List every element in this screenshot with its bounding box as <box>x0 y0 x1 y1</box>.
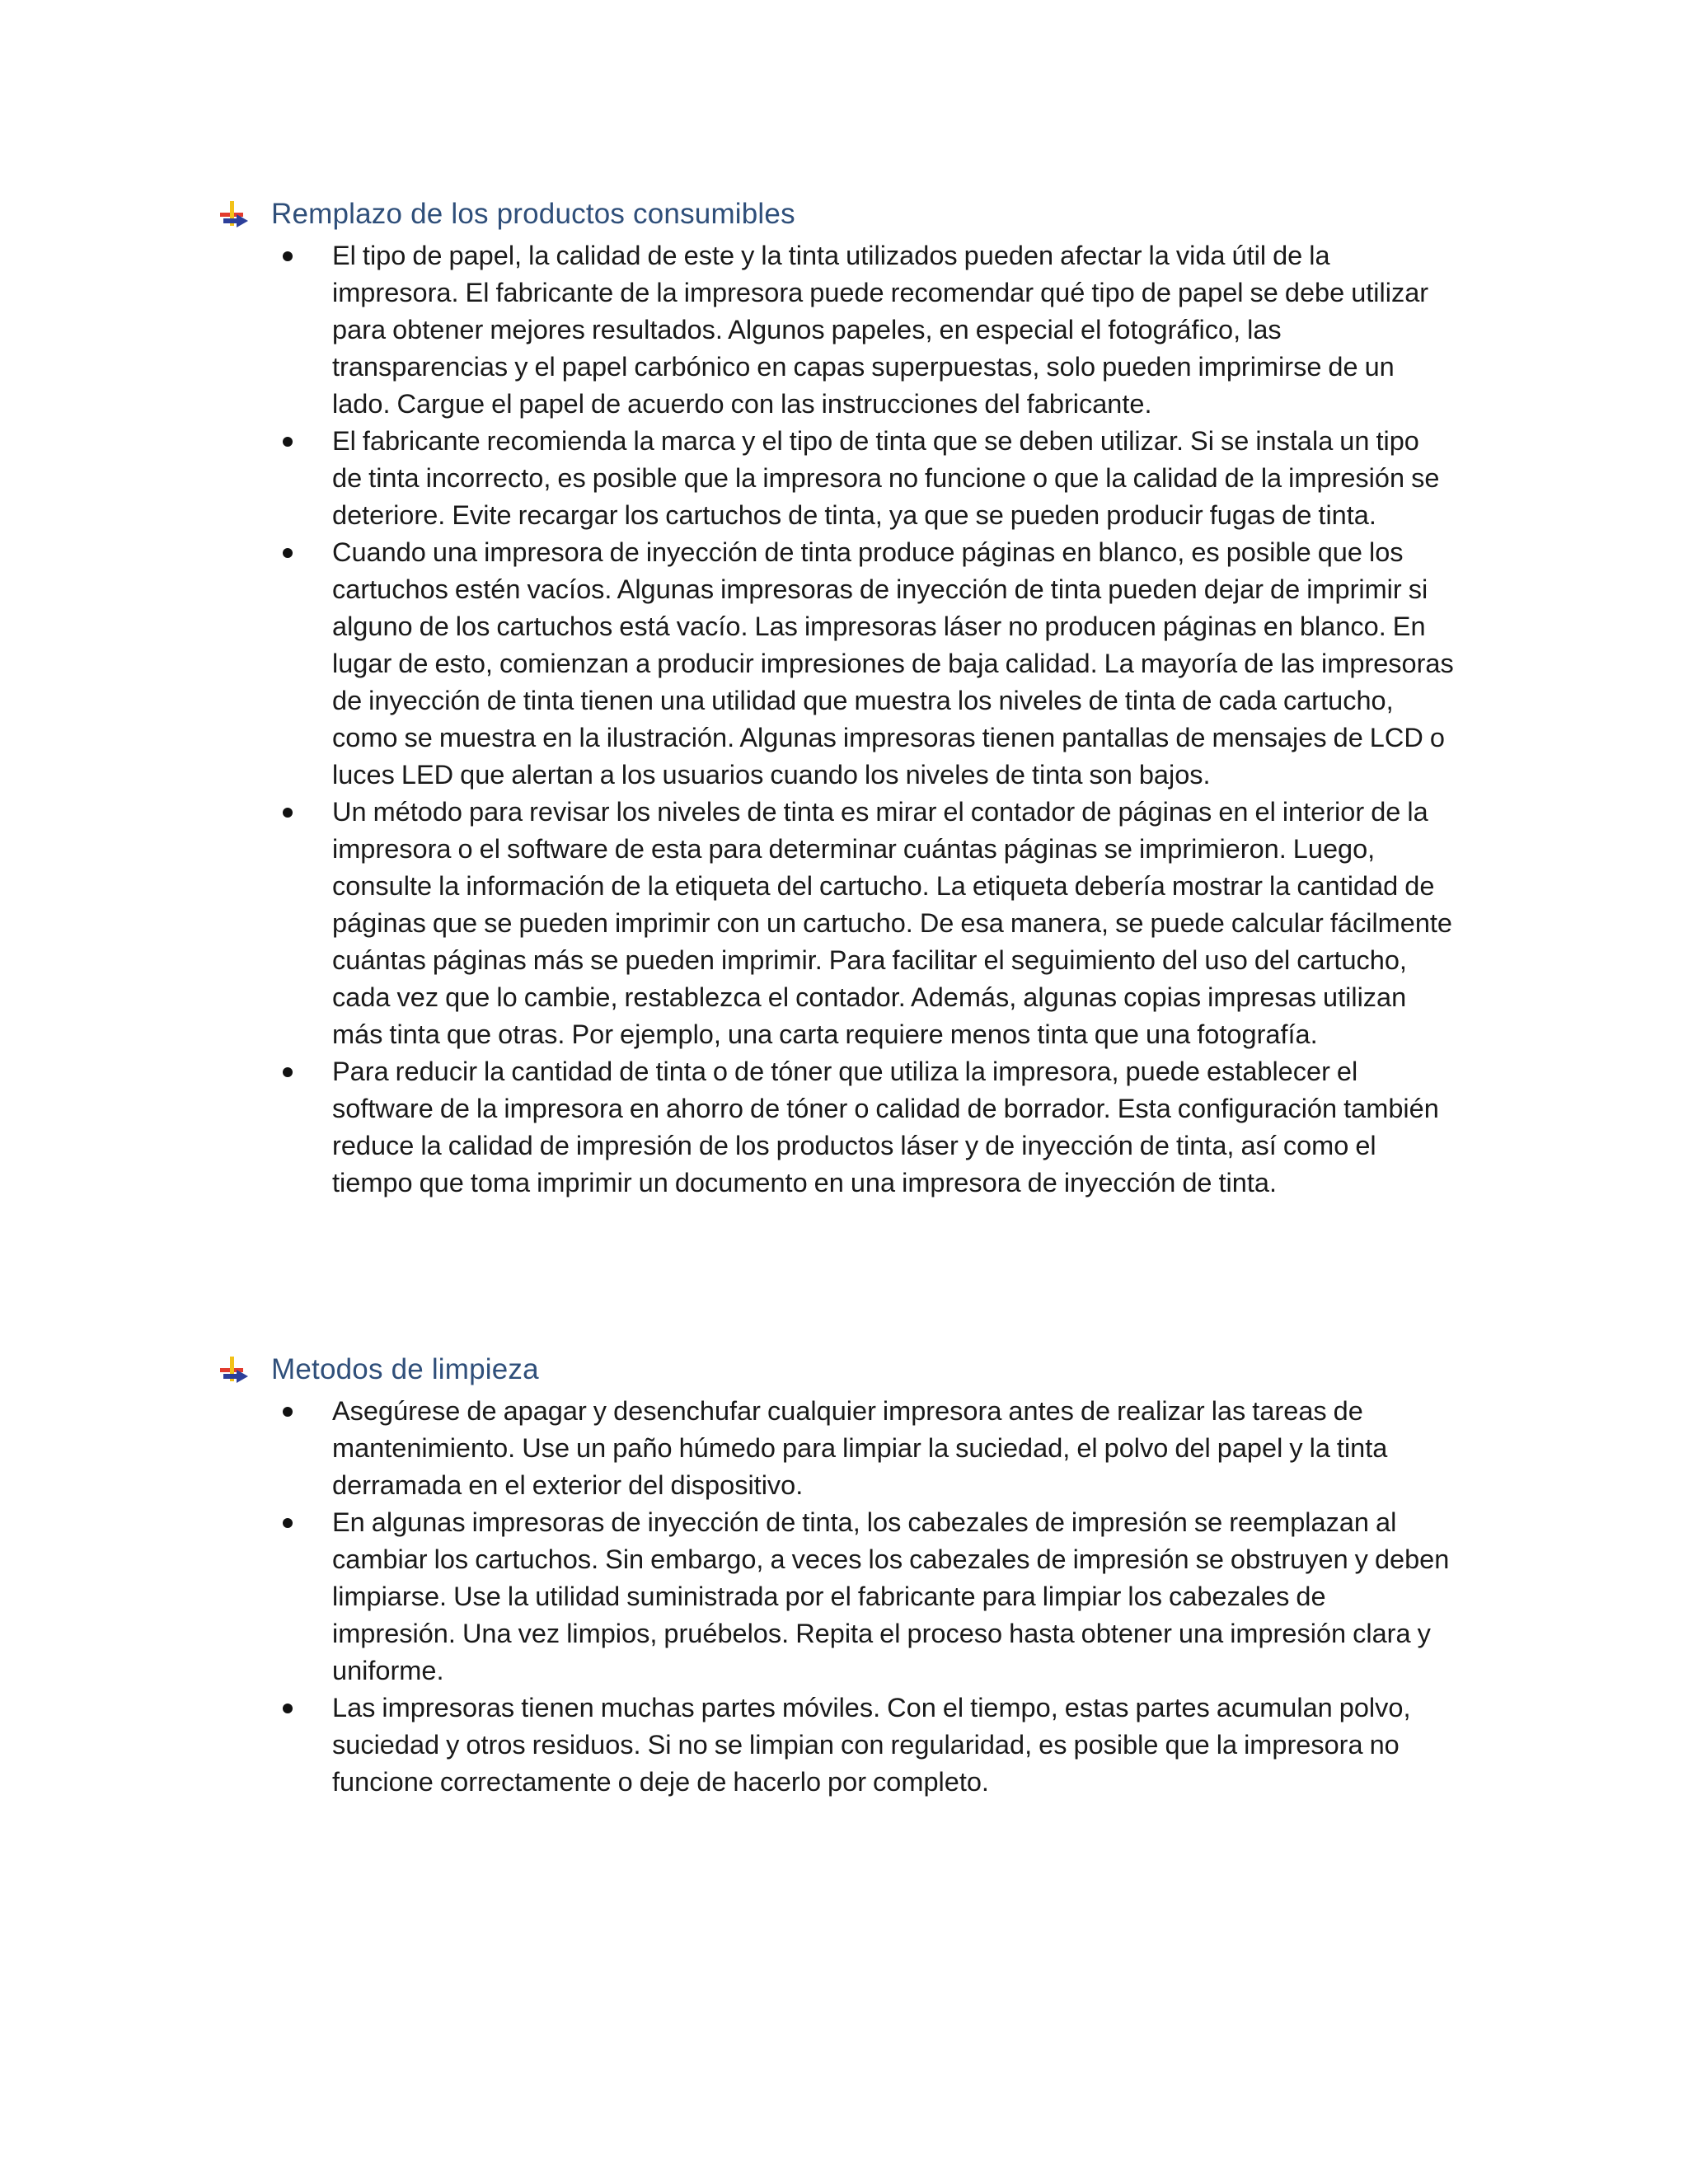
bullet-dot-icon <box>283 548 293 558</box>
list-item <box>218 423 1455 534</box>
bullet-dot-icon <box>283 1407 293 1417</box>
list-item-text: El tipo de papel, la calidad de este y la tinta utilizados pueden afectar la vida útil de la impresora. El fabricante de la impresora puede recomendar qué tipo de papel se debe utilizar para obtener mejores resultados. Algunos papeles, en especial el fotográfico, las transparencias y el papel carbónico en capas superpuestas, solo pueden imprimirse de un lado. Cargue el papel de acuerdo con las instrucciones del fabricante. <box>332 241 1429 419</box>
list-item-text: El fabricante recomienda la marca y el tipo de tinta que se deben utilizar. Si se instala un tipo de tinta incorrecto, es posible que la impresora no funcione o que la calidad de la impresión se deteriore. Evite recargar los cartuchos de tinta, ya que se pueden producir fugas de tinta. <box>332 426 1440 530</box>
list-item <box>218 237 1455 423</box>
list-item <box>218 1053 1455 1202</box>
bullet-list <box>218 1393 1455 1801</box>
list-item-text: Cuando una impresora de inyección de tinta produce páginas en blanco, es posible que los cartuchos estén vacíos. Algunas impresoras de inyección de tinta pueden dejar de imprimir si alguno de los cartuchos está vacío. Las impresoras láser no producen páginas en blanco. En lugar de esto, comienzan a producir impresiones de baja calidad. La mayoría de las impresoras de inyección de tinta tienen una utilidad que muestra los niveles de tinta de cada cartucho, como se muestra en la ilustración. Algunas impresoras tienen pantallas de mensajes de LCD o luces LED que alertan a los usuarios cuando los niveles de tinta son bajos. <box>332 537 1454 790</box>
section-title: Metodos de limpieza <box>271 1353 539 1385</box>
list-item <box>218 1690 1455 1801</box>
bullet-dot-icon <box>283 251 293 261</box>
bullet-dot-icon <box>283 1704 293 1713</box>
list-item-text: Asegúrese de apagar y desenchufar cualquier impresora antes de realizar las tareas de mantenimiento. Use un paño húmedo para limpiar la suciedad, el polvo del papel y la tinta derramada en el exterior del dispositivo. <box>332 1396 1388 1500</box>
section-title: Remplazo de los productos consumibles <box>271 198 795 230</box>
list-item-text: Un método para revisar los niveles de tinta es mirar el contador de páginas en el interior de la impresora o el software de esta para determinar cuántas páginas se imprimieron. Luego, consulte la información de la etiqueta del cartucho. La etiqueta debería mostrar la cantidad de páginas que se pueden imprimir con un cartucho. De esa manera, se puede calcular fácilmente cuántas páginas más se pueden imprimir. Para facilitar el seguimiento del uso del cartucho, cada vez que lo cambie, restablezca el contador. Además, algunas copias impresas utilizan más tinta que otras. Por ejemplo, una carta requiere menos tinta que una fotografía. <box>332 797 1452 1049</box>
section-consumables <box>218 191 1455 1202</box>
list-item-text: En algunas impresoras de inyección de tinta, los cabezales de impresión se reemplazan al cambiar los cartuchos. Sin embargo, a veces los cabezales de impresión se obstruyen y deben limpiarse. Use la utilidad suministrada por el fabricante para limpiar los cabezales de impresión. Una vez limpios, pruébelos. Repita el proceso hasta obtener una impresión clara y uniforme. <box>332 1507 1450 1685</box>
list-item <box>218 534 1455 794</box>
plus-arrow-bullet-icon <box>218 199 250 230</box>
bullet-list <box>218 237 1455 1202</box>
bullet-dot-icon <box>283 1067 293 1077</box>
bullet-dot-icon <box>283 437 293 447</box>
list-item-text: Para reducir la cantidad de tinta o de tóner que utiliza la impresora, puede establecer el software de la impresora en ahorro de tóner o calidad de borrador. Esta configuración también reduce la calidad de impresión de los productos láser y de inyección de tinta, así como el tiempo que toma imprimir un documento en una impresora de inyección de tinta. <box>332 1057 1439 1197</box>
section-heading <box>218 1347 1455 1393</box>
plus-arrow-bullet-icon <box>218 1354 250 1385</box>
bullet-dot-icon <box>283 1518 293 1528</box>
section-cleaning <box>218 1347 1455 1801</box>
section-heading <box>218 191 1455 237</box>
list-item <box>218 1504 1455 1690</box>
list-item <box>218 794 1455 1053</box>
bullet-dot-icon <box>283 808 293 818</box>
list-item <box>218 1393 1455 1504</box>
list-item-text: Las impresoras tienen muchas partes móviles. Con el tiempo, estas partes acumulan polvo, suciedad y otros residuos. Si no se limpian con regularidad, es posible que la impresora no funcione correctamente o deje de hacerlo por completo. <box>332 1693 1411 1797</box>
